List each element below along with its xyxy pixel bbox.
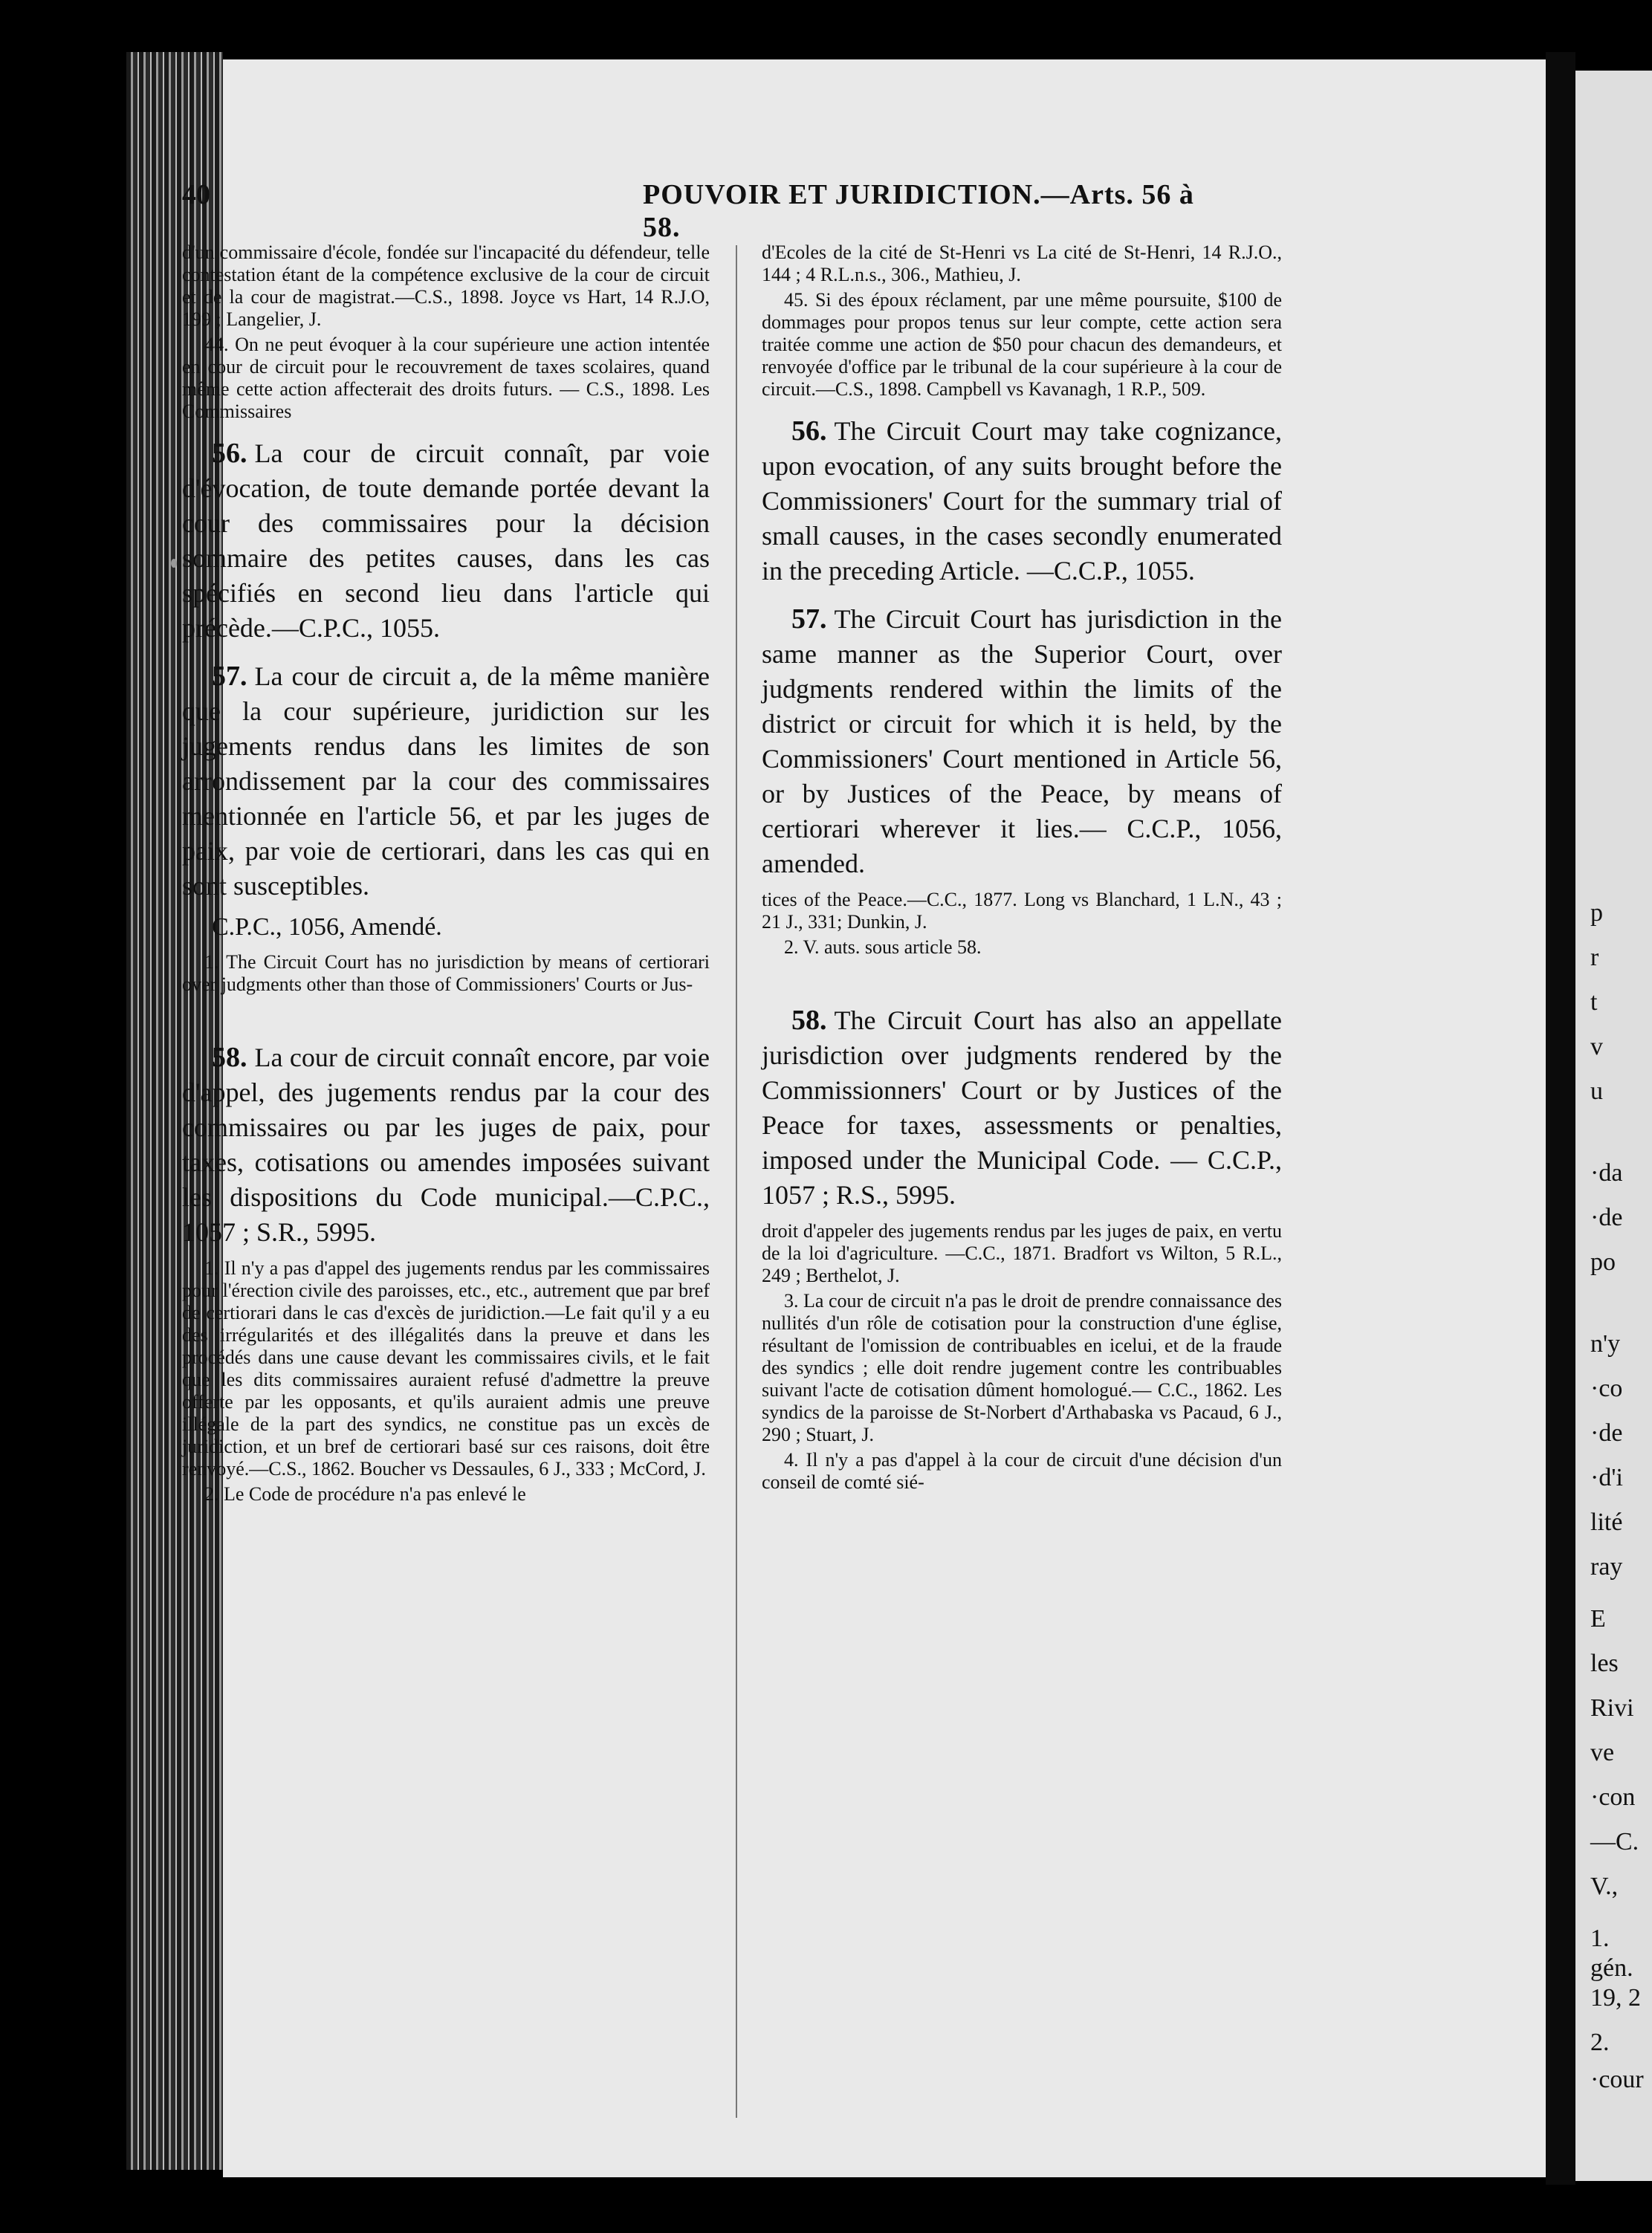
article-text: La cour de circuit connaît encore, par voie d'appel, des jugements rendus par la cour des commissaires ou par les juges de paix, pour taxes, cotisations ou amendes imposées suivant les dispositions du Code municipal.—C.P.C., 1057 ; S.R., 5995. bbox=[182, 1043, 710, 1247]
facing-page-text: Rivi bbox=[1590, 1694, 1634, 1722]
article-number: 57. bbox=[212, 661, 247, 692]
facing-page-text: po bbox=[1590, 1248, 1616, 1276]
article-number: 57. bbox=[791, 603, 827, 635]
facing-page-text: 19, 2 bbox=[1590, 1984, 1641, 2012]
note-58-4: 4. Il n'y a pas d'appel à la cour de circuit d'une décision d'un conseil de comté sié- bbox=[762, 1449, 1282, 1493]
facing-page-text: n'y bbox=[1590, 1330, 1621, 1358]
article-number: 58. bbox=[212, 1042, 247, 1073]
facing-page-text: ·d'i bbox=[1590, 1464, 1623, 1491]
facing-page-text: V., bbox=[1590, 1873, 1619, 1900]
column-english bbox=[762, 242, 1282, 1497]
article-56-fr bbox=[182, 436, 710, 646]
note-58-2: 2. Le Code de procédure n'a pas enlevé le bbox=[204, 1483, 526, 1505]
note-continued: d'Ecoles de la cité de St-Henri vs La cité de St-Henri, 14 R.J.O., 144 ; 4 R.L.n.s., 306., Mathieu, J. bbox=[762, 242, 1282, 285]
note-57-continued: tices of the Peace.—C.C., 1877. Long vs Blanchard, 1 L.N., 43 ; 21 J., 331; Dunkin, J. bbox=[762, 889, 1282, 933]
facing-page-text: t bbox=[1590, 988, 1598, 1016]
facing-page-text: ·de bbox=[1590, 1204, 1623, 1231]
article-number: 56. bbox=[212, 438, 247, 469]
facing-page-text: E bbox=[1590, 1605, 1606, 1633]
facing-page-text: v bbox=[1590, 1033, 1603, 1060]
column-divider bbox=[736, 245, 737, 2118]
article-text: The Circuit Court has also an appellate jurisdiction over judgments rendered by the Commissionners' Court or by Justices of the Peace for taxes, assessments or penalties, imposed under the Municipal Code. — C.C.P., 1057 ; R.S., 5995. bbox=[762, 1005, 1282, 1210]
facing-page-text: lité bbox=[1590, 1508, 1623, 1536]
note-57-2: 2. V. auts. sous article 58. bbox=[784, 936, 982, 958]
facing-page-text: ·de bbox=[1590, 1419, 1623, 1447]
article-text: The Circuit Court may take cognizance, upon evocation, of any suits brought before the Commissioners' Court for the summary trial of small causes, in the cases secondly enumerated in the preceding Article. —C.C.P., 1055. bbox=[762, 416, 1282, 586]
article-57-en bbox=[762, 602, 1282, 881]
article-57-fr bbox=[182, 659, 710, 904]
facing-page-text: r bbox=[1590, 944, 1599, 971]
article-56-en bbox=[762, 414, 1282, 589]
facing-page-text: ·co bbox=[1590, 1375, 1623, 1402]
article-57-source: C.P.C., 1056, Amendé. bbox=[212, 913, 442, 941]
facing-page-text: ve bbox=[1590, 1739, 1615, 1766]
facing-page-text: ray bbox=[1590, 1553, 1623, 1581]
article-number: 58. bbox=[791, 1005, 827, 1036]
note-continued: d'un commissaire d'école, fondée sur l'incapacité du défendeur, telle contestation étant de la compétence exclusive de la cour de circuit et de la cour de magistrat.—C.S., 1898. Joyce vs Hart, 14 R.J.O, 199 ; Langelier, J. bbox=[182, 242, 710, 330]
book-gutter bbox=[1546, 52, 1575, 2185]
article-58-en bbox=[762, 1003, 1282, 1213]
note-58-1: 1. Il n'y a pas d'appel des jugements rendus par les commissaires pour l'érection civile des paroisses, etc., etc., autrement que par bref de certiorari dans le cas d'excès de juridiction.—Le fait qu'il y a eu des irrégularités et des illégalités dans la preuve et dans les procédés dans une cause devant les commissaires civils, et le fait que les dits commissaires auraient refusé d'admettre la preuve offerte par les opposants, et qu'ils auraient admis une preuve illégale de la part des syndics, ne constitue pas un excès de juridiction, et un bref de certiorari basé sur ces raisons, doit être renvoyé.—C.S., 1862. Boucher vs Dessaules, 6 J., 333 ; McCord, J. bbox=[182, 1257, 710, 1480]
facing-page-text: u bbox=[1590, 1077, 1603, 1105]
facing-page-text: 1. bbox=[1590, 1925, 1610, 1952]
facing-page-text: ·da bbox=[1590, 1159, 1623, 1187]
facing-page-fragment bbox=[1575, 71, 1652, 2181]
running-title: POUVOIR ET JURIDICTION.—Arts. 56 à 58. bbox=[643, 179, 1194, 243]
article-58-fr bbox=[182, 1040, 710, 1250]
column-french bbox=[182, 242, 710, 1508]
facing-page-text: p bbox=[1590, 899, 1603, 927]
article-number: 56. bbox=[791, 415, 827, 447]
article-text: La cour de circuit connaît, par voie d'évocation, de toute demande portée devant la cour des commissaires pour la décision sommaire des petites causes, dans les cas spécifiés en second lieu dans l'article qui précède.—C.P.C., 1055. bbox=[182, 438, 710, 643]
note-45: 45. Si des époux réclament, par une même poursuite, $100 de dommages pour propos tenus sur leur compte, cette action sera traitée comme une action de $50 pour chacun des demandeurs, et renvoyée d'office par le tribunal de la cour supérieure à la cour de circuit.—C.S., 1898. Campbell vs Kavanagh, 1 R.P., 509. bbox=[762, 289, 1282, 400]
note-58-3: 3. La cour de circuit n'a pas le droit de prendre connaissance des nullités d'un rôle de cotisation pour la construction d'une église, résultant de l'omission de contribuables en icelui, et de la fraude des syndics ; elle doit rendre jugement contre les contribuables suivant l'acte de cotisation dûment homologué.— C.C., 1862. Les syndics de la paroisse de St-Norbert d'Arthabaska vs Pacaud, 6 J., 290 ; Stuart, J. bbox=[762, 1290, 1282, 1445]
facing-page-text: —C. bbox=[1590, 1828, 1639, 1856]
note-57-1: 1. The Circuit Court has no jurisdiction by means of certiorari over judgments other than those of Commissioners' Courts or Jus- bbox=[182, 951, 710, 995]
note-58-continued: droit d'appeler des jugements rendus par les juges de paix, en vertu de la loi d'agriculture. —C.C., 1871. Bradfort vs Wilton, 5 R.L., 249 ; Berthelot, J. bbox=[762, 1220, 1282, 1286]
article-text: La cour de circuit a, de la même manière que la cour supérieure, juridiction sur les jugements rendus dans les limites de son arrondissement par la cour des commissaires mentionnée en l'article 56, et par les juges de paix, par voie de certiorari, dans les cas qui en sont susceptibles. bbox=[182, 661, 710, 901]
page-number: 40 bbox=[182, 179, 210, 210]
article-text: The Circuit Court has jurisdiction in the same manner as the Superior Court, over judgments rendered within the limits of the district or circuit for which it is held, by the Commissioners' Court mentioned in Article 56, or by Justices of the Peace, by means of certiorari wherever it lies.— C.C.P., 1056, amended. bbox=[762, 604, 1282, 878]
facing-page-text: ·con bbox=[1590, 1783, 1636, 1811]
facing-page-text: ·cour bbox=[1590, 2066, 1644, 2093]
facing-page-text: les bbox=[1590, 1650, 1619, 1677]
facing-page-text: gén. bbox=[1590, 1954, 1633, 1982]
margin-mark bbox=[171, 559, 177, 568]
facing-page-text: 2. bbox=[1590, 2029, 1610, 2056]
note-44: 44. On ne peut évoquer à la cour supérieure une action intentée en cour de circuit pour le recouvrement de taxes scolaires, quand même cette action affecterait des droits futurs. — C.S., 1898. Les Commissaires bbox=[182, 334, 710, 422]
